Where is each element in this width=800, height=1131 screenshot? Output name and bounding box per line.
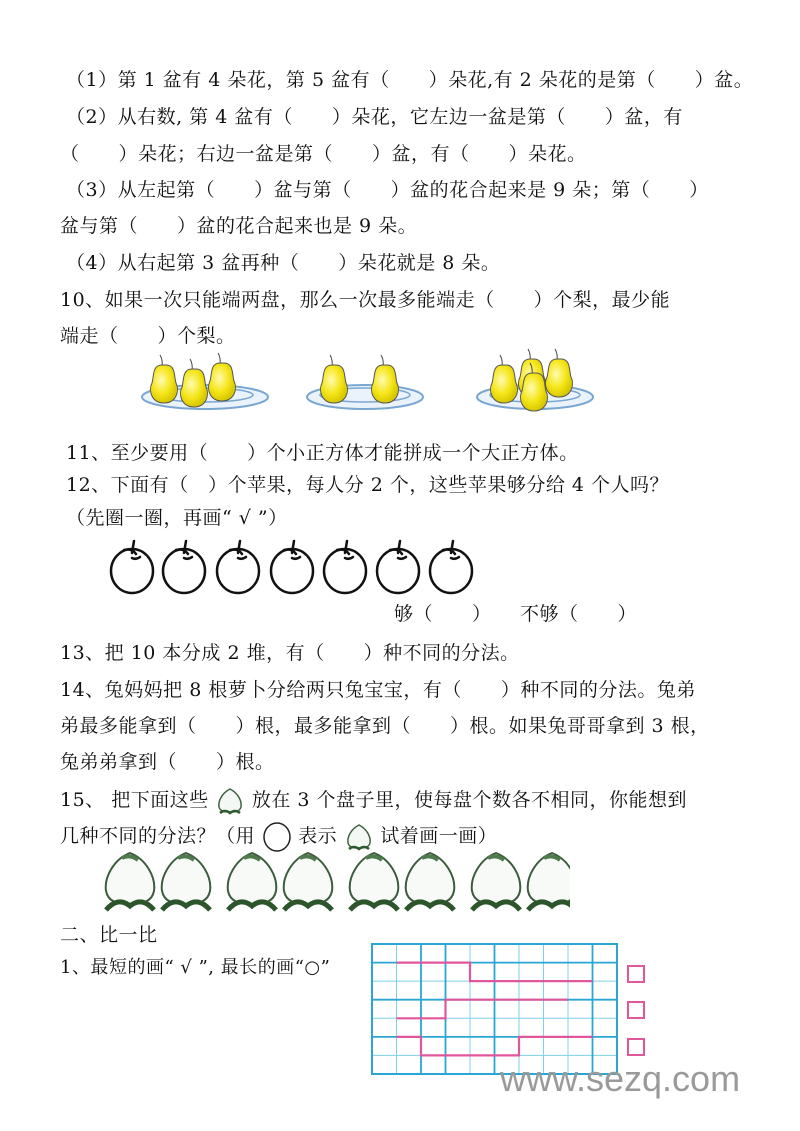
circle-icon	[262, 822, 292, 852]
pear-icon	[321, 355, 348, 403]
question-9-part-1: （1）第 1 盆有 4 朵花，第 5 盆有（ ）朵花,有 2 朵花的是第（ ）盆。	[66, 69, 754, 91]
question-9-part-3-line-1: （3）从左起第（ ）盆与第（ ）盆的花合起来是 9 朵；第（ ）	[66, 179, 709, 201]
q15-text-3: 几种不同的分法？（用	[60, 825, 256, 847]
q15-text-5: 试着画一画）	[380, 825, 498, 847]
plate-2	[307, 355, 423, 409]
pear-icon	[491, 355, 518, 403]
peach-icon	[528, 853, 570, 910]
apples-illustration	[104, 538, 484, 598]
question-11: 11、至少要用（ ）个小正方体才能拼成一个大正方体。	[66, 442, 579, 464]
apple-icon	[271, 541, 313, 593]
question-13: 13、把 10 本分成 2 堆，有（ ）种不同的分法。	[60, 642, 520, 664]
path-2	[397, 1000, 569, 1019]
pear-icon	[181, 359, 208, 407]
question-9-part-2-line-1: （2）从右数, 第 4 盆有（ ）朵花，它左边一盆是第（ ）盆，有	[66, 106, 683, 128]
question-9-part-3-line-2: 盆与第（ ）盆的花合起来也是 9 朵。	[60, 215, 418, 237]
pear-icon	[209, 353, 236, 401]
answer-box-3[interactable]	[627, 1038, 645, 1056]
not-enough-answer[interactable]: 不够（ ）	[520, 603, 638, 625]
question-12-line-2: （先圈一圈，再画“ √ ”）	[66, 507, 288, 529]
question-10-line-2: 端走（ ）个梨。	[60, 325, 236, 347]
pear-icon	[372, 355, 399, 403]
question-14-line-3: 兔弟弟拿到（ ）根。	[60, 751, 275, 773]
answer-box-2[interactable]	[627, 1001, 645, 1019]
q15-text-4: 表示	[298, 825, 338, 847]
pear-plates-illustration	[120, 345, 620, 415]
plate-1	[142, 353, 268, 409]
apple-icon	[217, 541, 259, 593]
peach-icon	[344, 822, 374, 852]
apple-icon	[430, 541, 472, 593]
question-14-line-1: 14、兔妈妈把 8 根萝卜分给两只兔宝宝，有（ ）种不同的分法。兔弟	[60, 679, 696, 701]
question-15-line-1	[60, 786, 687, 816]
question-15-line-2	[60, 822, 497, 852]
peach-icon	[350, 853, 399, 910]
question-14-line-2: 弟最多能拿到（ ）根，最多能拿到（ ）根。如果兔哥哥拿到 3 根，	[60, 715, 710, 737]
plate-3	[477, 349, 593, 411]
apple-icon	[377, 541, 419, 593]
peach-icon	[228, 853, 277, 910]
question-9-part-4: （4）从右起第 3 盆再种（ ）朵花就是 8 朵。	[66, 252, 501, 274]
section-2-question-1: 1、最短的画“ √ ”, 最长的画“○”	[60, 957, 331, 978]
question-9-part-2-line-2: （ ）朵花；右边一盆是第（ ）盆，有（ ）朵花。	[60, 143, 587, 165]
q15-text-2: 放在 3 个盘子里，使每盘个数各不相同，你能想到	[251, 789, 687, 811]
apple-icon	[324, 541, 366, 593]
peach-icon	[162, 853, 211, 910]
peach-icon	[106, 853, 155, 910]
peach-icon	[472, 853, 521, 910]
apple-icon	[163, 541, 205, 593]
pear-icon	[151, 355, 178, 403]
peaches-illustration	[100, 850, 570, 920]
q15-text-1: 15、 把下面这些	[60, 789, 209, 811]
question-12-line-1: 12、下面有（ ）个苹果，每人分 2 个，这些苹果够分给 4 个人吗？	[66, 474, 670, 496]
peach-icon	[406, 853, 455, 910]
peach-icon	[284, 853, 333, 910]
answer-box-1[interactable]	[627, 965, 645, 983]
section-2-heading: 二、比一比	[60, 924, 158, 946]
watermark: www.sezq.com	[500, 1058, 741, 1099]
question-10-line-1: 10、如果一次只能端两盘，那么一次最多能端走（ ）个梨，最少能	[60, 289, 671, 311]
apple-icon	[111, 541, 153, 593]
peach-icon	[215, 786, 245, 816]
enough-answer[interactable]: 够（ ）	[394, 603, 492, 625]
pear-icon	[546, 349, 573, 397]
